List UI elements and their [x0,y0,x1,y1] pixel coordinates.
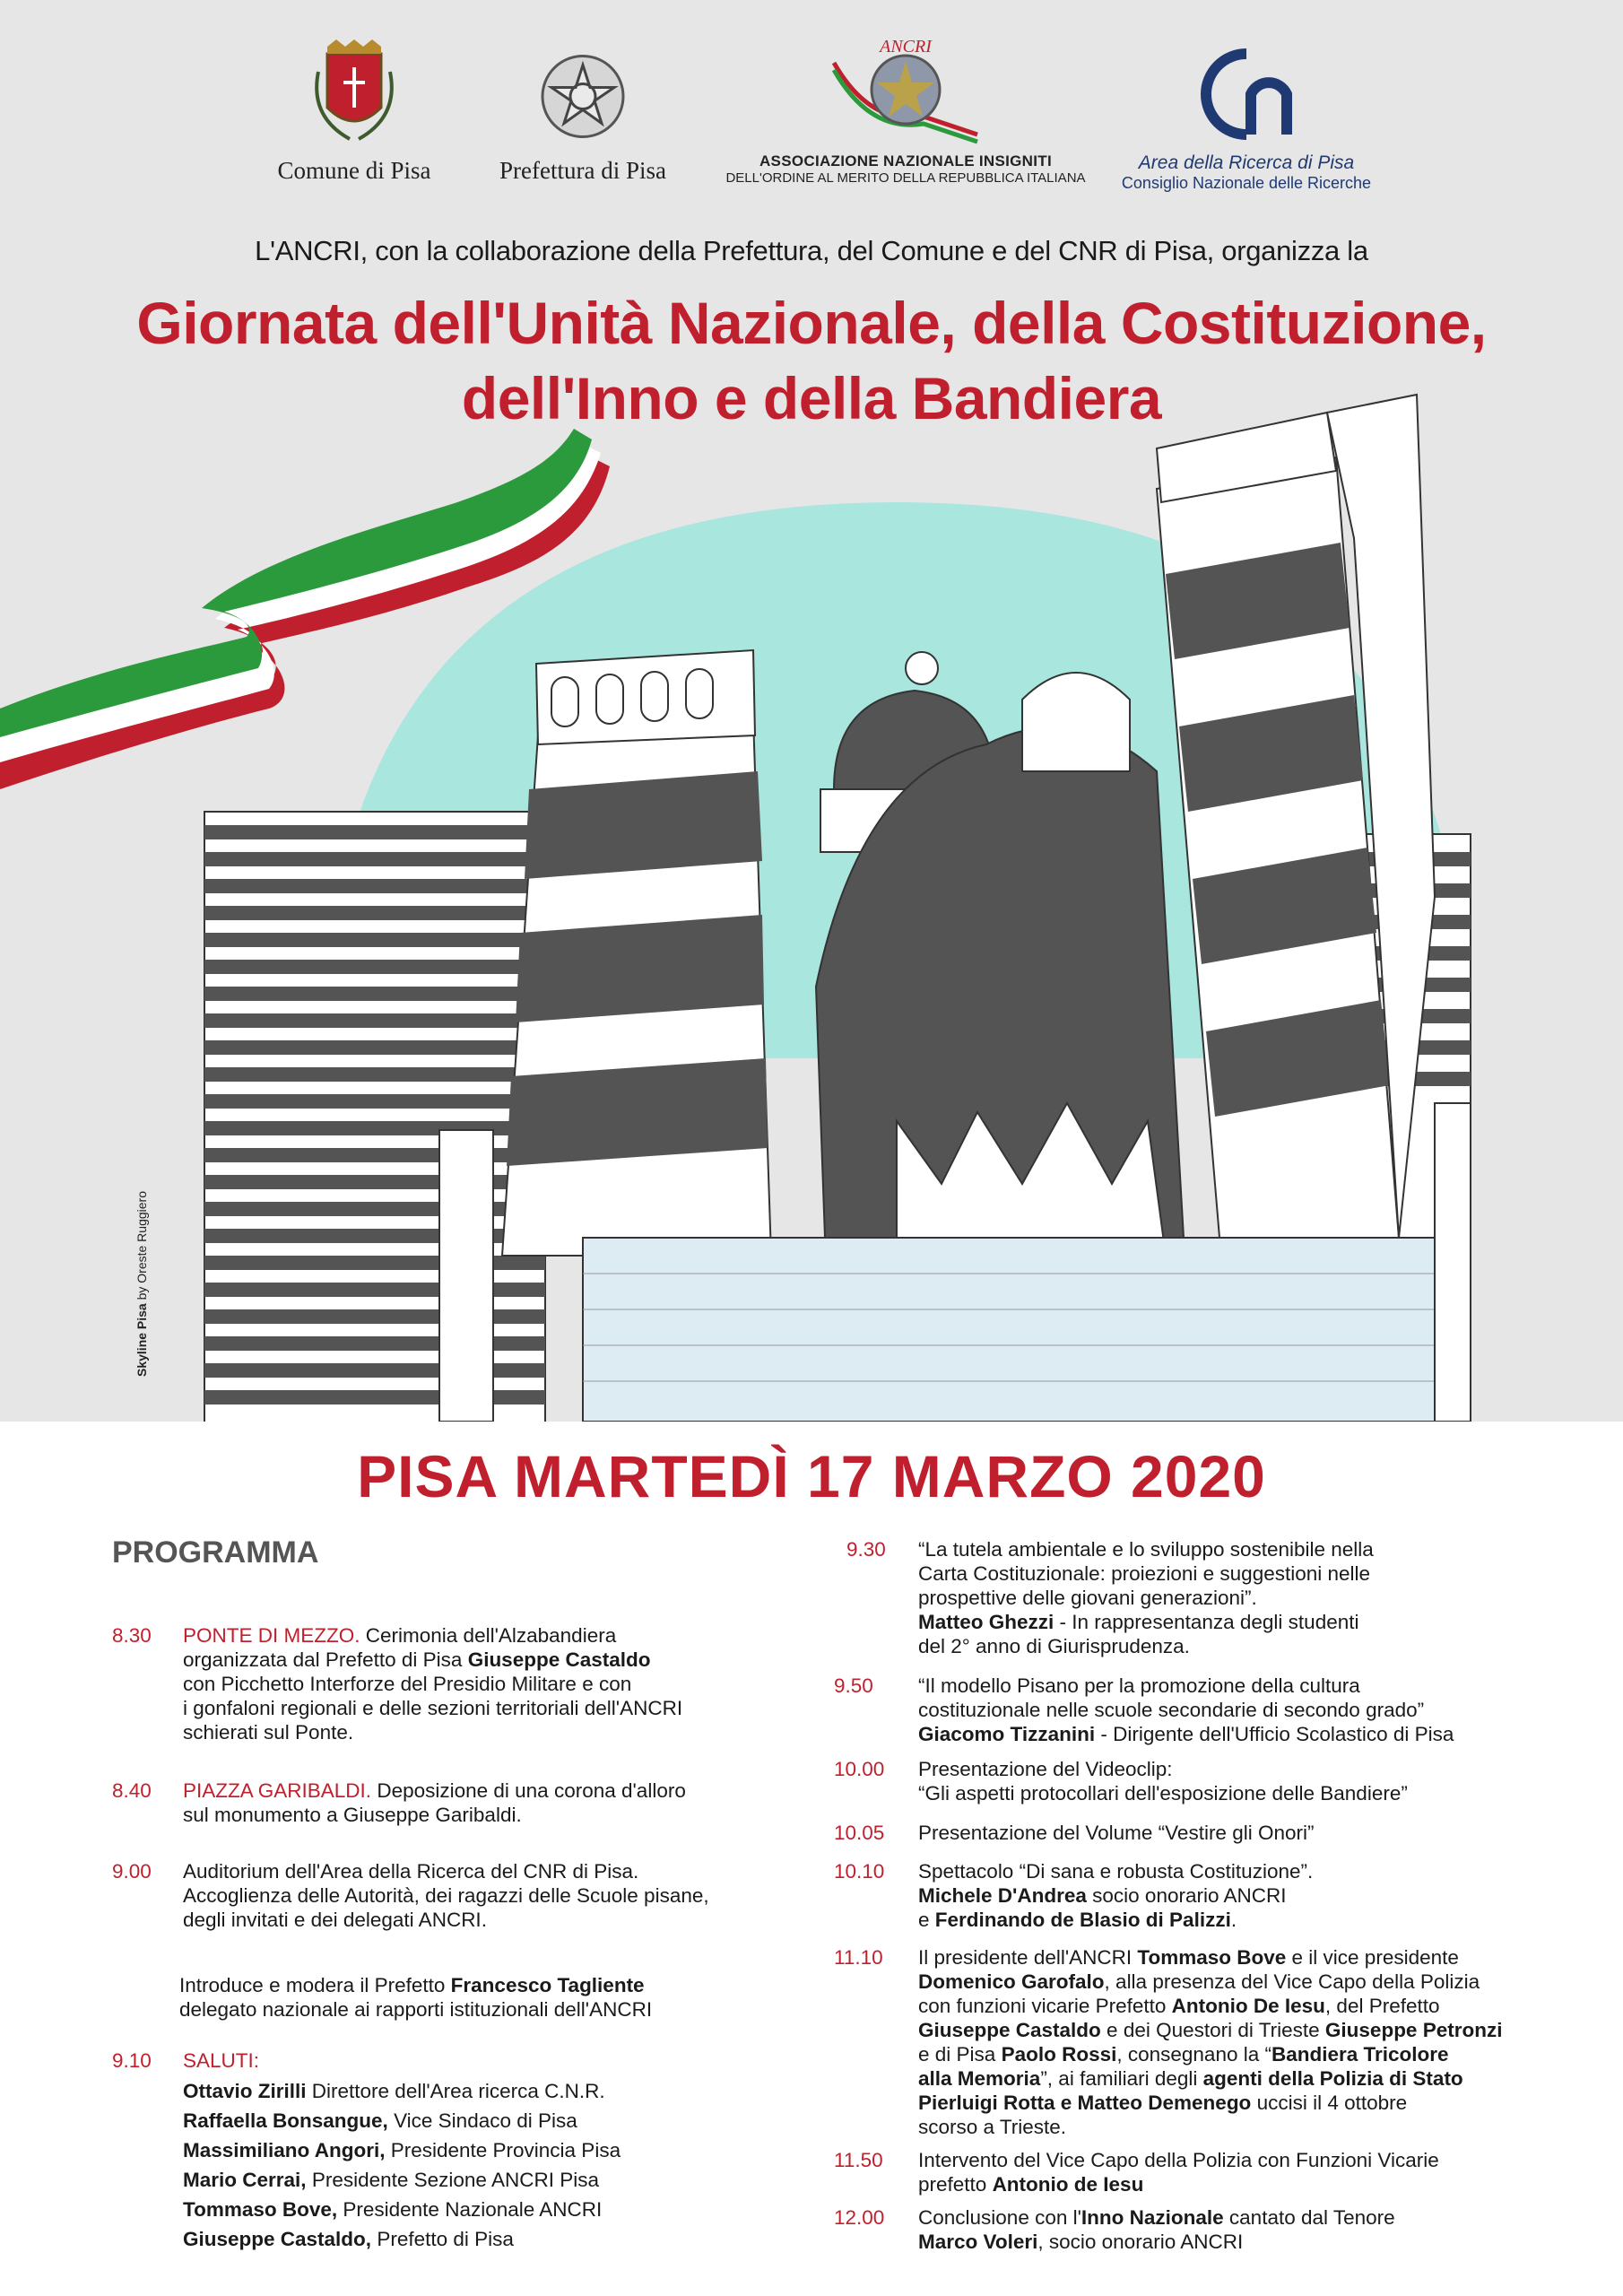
item-text: , del Prefetto [1324,1995,1440,2017]
place-ponte-di-mezzo: PONTE DI MEZZO. [183,1624,360,1647]
event-title-line-2: dell'Inno e della Bandiera [461,365,1162,431]
event-title [0,285,1623,436]
person-name: Ottavio Zirilli [183,2080,307,2102]
person-name: Giuseppe Castaldo, [183,2228,372,2250]
person-name: Matteo Ghezzi [918,1611,1055,1633]
person-name: Antonio De Iesu [1171,1995,1325,2017]
item-time: 11.50 [834,2149,883,2171]
item-time: 10.05 [834,1822,885,1844]
programma-heading: PROGRAMMA [112,1535,319,1570]
item-text: Cerimonia dell'Alzabandiera [360,1624,617,1647]
ancri-name: ASSOCIAZIONE NAZIONALE INSIGNITI [759,152,1052,170]
item-text: degli invitati e dei delegati ANCRI. [183,1909,487,1931]
place-piazza-garibaldi: PIAZZA GARIBALDI. [183,1779,372,1802]
item-time: 9.30 [846,1538,886,1561]
item-text: Presentazione del Volume “Vestire gli Onori” [918,1822,1315,1844]
item-time: 12.00 [834,2206,885,2229]
cnr-subtitle: Consiglio Nazionale delle Ricerche [1121,174,1372,192]
person-role: Presidente Sezione ANCRI Pisa [306,2169,599,2191]
item-text: ”, ai familiari degli [1040,2067,1203,2090]
item-text: prefetto [918,2173,993,2196]
item-text: , consegnano la “ [1116,2043,1271,2066]
leaning-tower-right [1157,395,1435,1238]
cnr-logo-icon [1193,40,1300,148]
item-text: , alla presenza del Vice Capo della Polizia [1104,1970,1480,1993]
item-text: Deposizione di una corona d'alloro [371,1779,686,1802]
person-name: Ferdinando de Blasio di Palizzi [934,1909,1231,1931]
award-name: Bandiera Tricolore [1271,2043,1449,2066]
person-role: Prefetto di Pisa [371,2228,514,2250]
person-role: Presidente Nazionale ANCRI [337,2198,603,2221]
item-text: e dei Questori di Trieste [1100,2019,1325,2041]
item-text: Il presidente dell'ANCRI [918,1946,1138,1969]
item-text: delegato nazionale ai rapporti istituzionali dell'ANCRI [179,1998,653,2021]
saluti-heading: SALUTI: [183,2049,260,2072]
item-text: socio onorario ANCRI [1086,1884,1287,1907]
item-text: Auditorium dell'Area della Ricerca del CNR di Pisa. [183,1860,639,1883]
item-text: Conclusione con l' [918,2206,1081,2229]
credit-rest: by Oreste Ruggiero [135,1190,149,1304]
item-text: uccisi il 4 ottobre [1251,2092,1408,2114]
item-time: 11.10 [834,1946,883,1969]
item-time: 9.50 [834,1674,873,1697]
ancri-medal-icon [816,27,995,148]
person-name: Raffaella Bonsangue, [183,2109,388,2132]
person-name: Michele D'Andrea [918,1884,1087,1907]
item-text: Presentazione del Videoclip: [918,1758,1173,1780]
illustration-credit [135,1191,149,1377]
person-name: Francesco Tagliente [450,1974,645,1996]
item-text: - Dirigente dell'Ufficio Scolastico di Pisa [1095,1723,1454,1745]
item-text: e di Pisa [918,2043,1002,2066]
logo-ancri [699,27,1112,186]
person-name: Antonio de Iesu [992,2173,1144,2196]
intro-line: L'ANCRI, con la collaborazione della Prefettura, del Comune e del CNR di Pisa, organizza la [255,235,1368,266]
item-text: costituzionale nelle scuole secondarie di secondo grado” [918,1699,1425,1721]
item-text: e il vice presidente [1286,1946,1459,1969]
item-time: 9.00 [112,1860,152,1883]
person-name: Domenico Garofalo [918,1970,1105,1993]
item-text: scorso a Trieste. [918,2116,1067,2138]
item-text: organizzata dal Prefetto di Pisa [183,1648,468,1671]
item-time: 9.10 [112,2049,152,2072]
item-text: . [1230,1909,1237,1931]
item-text: schierati sul Ponte. [183,1721,354,1744]
italian-republic-emblem-icon [529,40,637,152]
item-text: “La tutela ambientale e lo sviluppo sostenibile nella [918,1538,1374,1561]
person-name: Tommaso Bove, [183,2198,338,2221]
person-name: Pierluigi Rotta e Matteo Demenego [918,2092,1252,2114]
item-text: Carta Costituzionale: proiezioni e suggestioni nelle [918,1562,1371,1585]
ancri-motto: ANCRI [880,37,932,57]
anthem-name: Inno Nazionale [1081,2206,1224,2229]
event-title-line-1: Giornata dell'Unità Nazionale, della Costituzione, [136,290,1487,356]
item-text: cantato dal Tenore [1223,2206,1395,2229]
person-name: Giuseppe Castaldo [467,1648,651,1671]
person-role: Presidente Provincia Pisa [385,2139,621,2161]
person-name: Giuseppe Castaldo [918,2019,1101,2041]
item-text: i gonfaloni regionali e delle sezioni territoriali dell'ANCRI [183,1697,683,1719]
item-text: e [918,1909,935,1931]
credit-bold: Skyline Pisa [135,1303,149,1377]
logo-prefettura [471,40,695,185]
prefettura-label: Prefettura di Pisa [499,157,666,184]
item-text: Accoglienza delle Autorità, dei ragazzi delle Scuole pisane, [183,1884,709,1907]
leaning-tower-left [502,650,771,1256]
item-text: Spettacolo “Di sana e robusta Costituzione”. [918,1860,1314,1883]
item-text: con Picchetto Interforze del Presidio Militare e con [183,1673,632,1695]
item-text: - In rappresentanza degli studenti [1054,1611,1359,1633]
item-time: 8.30 [112,1624,152,1647]
logo-cnr [1112,40,1381,193]
honoree-group: agenti della Polizia di Stato [1202,2067,1463,2090]
item-time: 10.00 [834,1758,885,1780]
person-name: Tommaso Bove [1137,1946,1287,1969]
item-text: Intervento del Vice Capo della Polizia con Funzioni Vicarie [918,2149,1439,2171]
person-name: Marco Voleri [918,2231,1038,2253]
person-name: Massimiliano Angori, [183,2139,386,2161]
logo-comune-di-pisa [247,36,462,185]
item-text: prospettive delle giovani generazioni”. [918,1587,1257,1609]
person-name: Mario Cerrai, [183,2169,307,2191]
person-name: Giuseppe Petronzi [1324,2019,1503,2041]
item-text: “Gli aspetti protocollari dell'esposizione delle Bandiere” [918,1782,1408,1805]
item-text: Introduce e modera il Prefetto [179,1974,451,1996]
item-text: sul monumento a Giuseppe Garibaldi. [183,1804,522,1826]
item-time: 8.40 [112,1779,152,1802]
person-role: Vice Sindaco di Pisa [387,2109,577,2132]
item-text: “Il modello Pisano per la promozione della cultura [918,1674,1360,1697]
item-time: 10.10 [834,1860,885,1883]
item-text: , socio onorario ANCRI [1037,2231,1244,2253]
pisa-crest-icon [300,36,408,152]
comune-label: Comune di Pisa [277,157,431,184]
ancri-subtitle: DELL'ORDINE AL MERITO DELLA REPUBBLICA ITALIANA [725,170,1086,186]
person-name: Paolo Rossi [1001,2043,1117,2066]
item-text: del 2° anno di Giurisprudenza. [918,1635,1190,1657]
person-name: Giacomo Tizzanini [918,1723,1096,1745]
cnr-name: Area della Ricerca di Pisa [1138,152,1355,173]
event-date: PISA MARTEDÌ 17 MARZO 2020 [357,1443,1266,1509]
award-name: alla Memoria [918,2067,1041,2090]
person-role: Direttore dell'Area ricerca C.N.R. [306,2080,605,2102]
item-text: con funzioni vicarie Prefetto [918,1995,1172,2017]
